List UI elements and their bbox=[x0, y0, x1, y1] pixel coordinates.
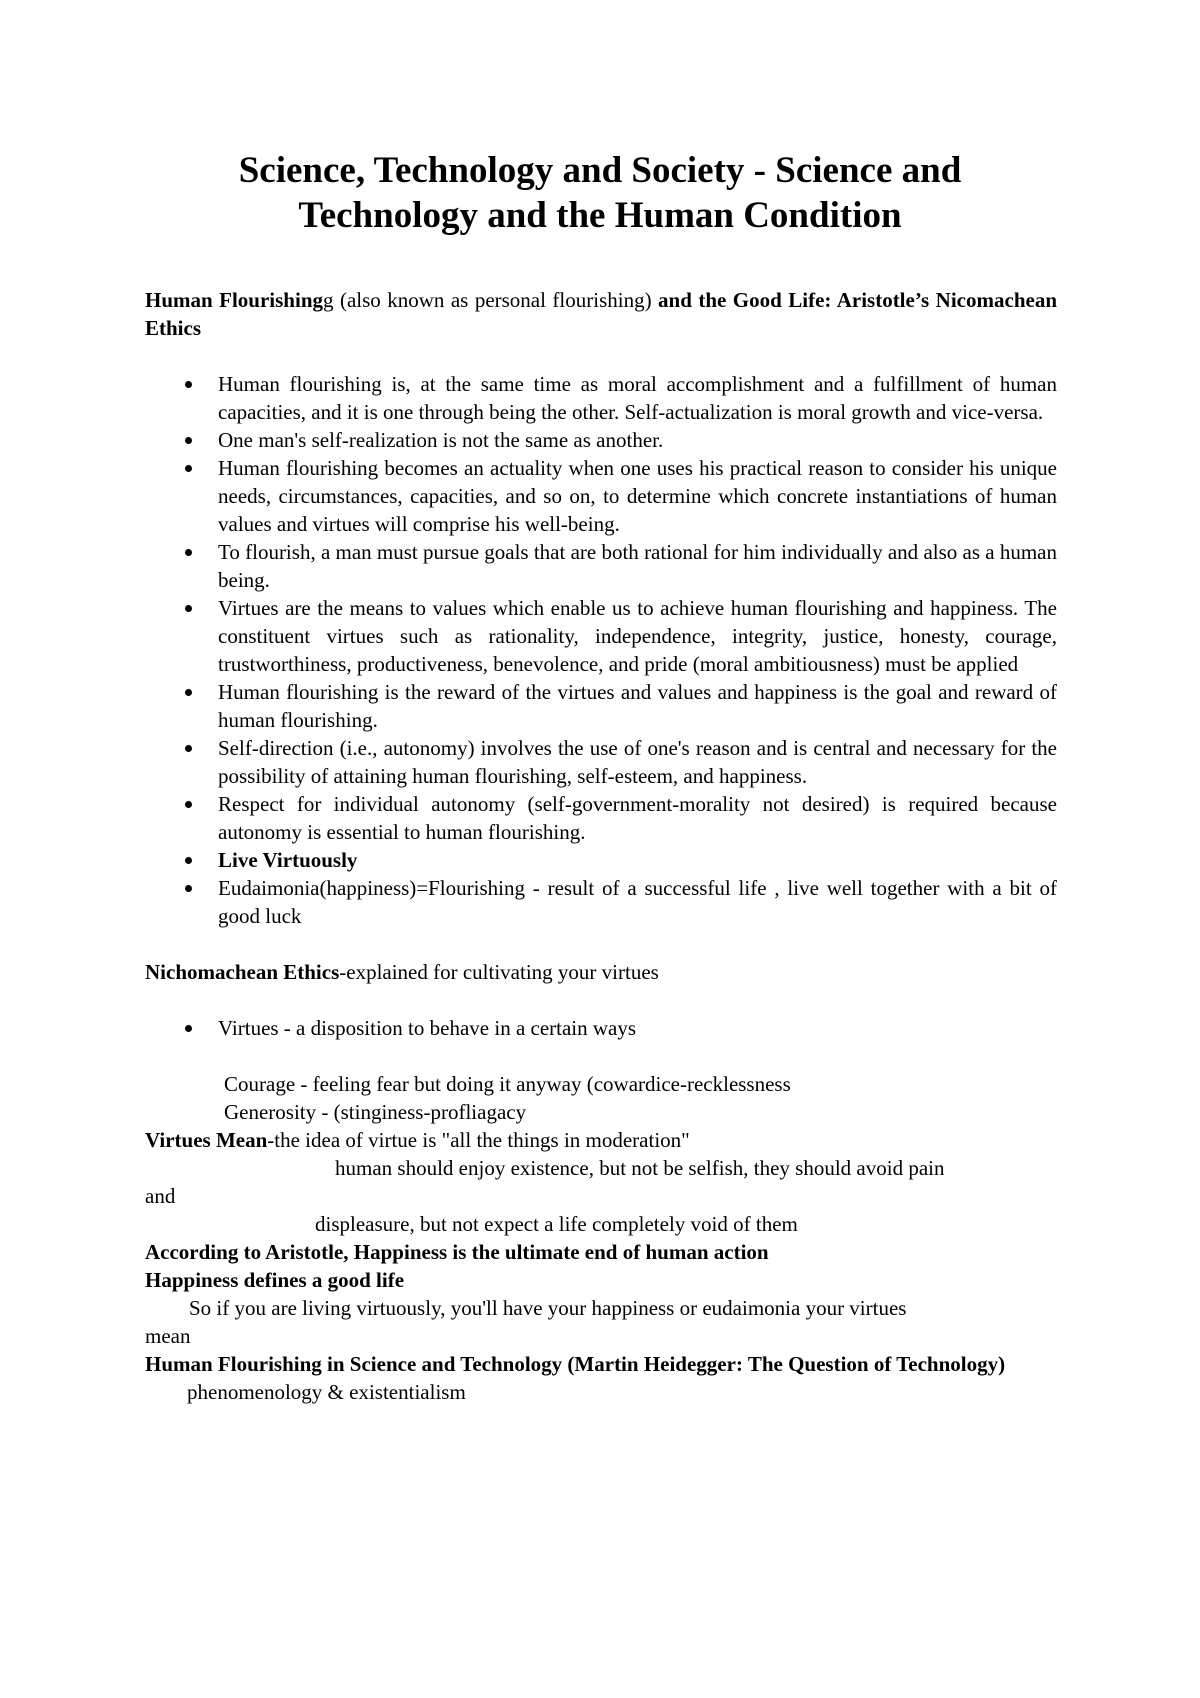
list-item bbox=[145, 538, 1057, 594]
courage-line: Courage - feeling fear but doing it anyway (cowardice-recklessness bbox=[224, 1072, 791, 1096]
list-item bbox=[145, 678, 1057, 734]
bullet-icon bbox=[185, 1025, 192, 1032]
flourishing-list bbox=[145, 370, 1057, 930]
list-item bbox=[145, 846, 1057, 874]
list-item-text: Respect for individual autonomy (self-government-morality not desired) is required because autonomy is essential to human flourishing. bbox=[218, 792, 1057, 844]
heading-bold-part: Nichomachean Ethics bbox=[145, 960, 340, 984]
so-if-line-2: mean bbox=[145, 1324, 191, 1348]
heading-bold-part: Human Flourishing bbox=[145, 288, 324, 312]
mean-line-4: displeasure, but not expect a life completely void of them bbox=[315, 1212, 798, 1236]
list-item bbox=[145, 594, 1057, 678]
list-item-text: Virtues are the means to values which enable us to achieve human flourishing and happiness. The constituent virtues such as rationality, independence, integrity, justice, honesty, courage, trustworthiness, productiveness, benevolence, and pride (moral ambitiousness) must be applied bbox=[218, 596, 1057, 676]
bullet-icon bbox=[185, 857, 192, 864]
list-item bbox=[145, 874, 1057, 930]
list-item bbox=[145, 790, 1057, 846]
bullet-icon bbox=[185, 745, 192, 752]
bullet-icon bbox=[185, 689, 192, 696]
list-item-text: Eudaimonia(happiness)=Flourishing - result of a successful life , live well together with a bit of good luck bbox=[218, 876, 1057, 928]
bullet-icon bbox=[185, 437, 192, 444]
generosity-line: Generosity - (stinginess-profliagacy bbox=[224, 1100, 527, 1124]
bullet-icon bbox=[185, 381, 192, 388]
mean-line-2: human should enjoy existence, but not be selfish, they should avoid pain bbox=[335, 1156, 945, 1180]
mean-line-3: and bbox=[145, 1184, 176, 1208]
bullet-icon bbox=[185, 801, 192, 808]
happiness-line: Happiness defines a good life bbox=[145, 1268, 405, 1292]
heading-normal-part: -explained for cultivating your virtues bbox=[339, 960, 659, 984]
list-item-text: Human flourishing is the reward of the virtues and values and happiness is the goal and reward of human flourishing. bbox=[218, 680, 1057, 732]
list-item-text: Human flourishing is, at the same time as moral accomplishment and a fulfillment of human capacities, and it is one through being the other. Self-actualization is moral growth and vice-versa. bbox=[218, 372, 1057, 424]
phenomenology-line: phenomenology & existentialism bbox=[187, 1380, 466, 1404]
list-item-text: Live Virtuously bbox=[218, 848, 358, 872]
list-item-text: Self-direction (i.e., autonomy) involves the use of one's reason and is central and necessary for the possibility of attaining human flourishing, self-esteem, and happiness. bbox=[218, 736, 1057, 788]
mean-normal-part: -the idea of virtue is "all the things in moderation" bbox=[267, 1128, 690, 1152]
virtues-mean-line bbox=[145, 1126, 1057, 1154]
bullet-icon bbox=[185, 549, 192, 556]
heading-normal-part: g (also known as personal flourishing) bbox=[323, 288, 659, 312]
bullet-icon bbox=[185, 885, 192, 892]
so-if-line-1: So if you are living virtuously, you'll have your happiness or eudaimonia your virtues bbox=[189, 1296, 907, 1320]
section-heading-flourishing bbox=[145, 286, 1057, 342]
list-item bbox=[145, 426, 1057, 454]
list-item bbox=[145, 454, 1057, 538]
mean-bold-part: Virtues Mean bbox=[145, 1128, 268, 1152]
list-item-text: Virtues - a disposition to behave in a certain ways bbox=[218, 1016, 637, 1040]
bullet-icon bbox=[185, 605, 192, 612]
virtues-list bbox=[145, 1014, 1057, 1042]
list-item bbox=[145, 1014, 1057, 1042]
document-body bbox=[145, 286, 1057, 1406]
list-item-text: To flourish, a man must pursue goals that are both rational for him individually and also as a human being. bbox=[218, 540, 1057, 592]
title-line-1: Science, Technology and Society - Science and bbox=[238, 150, 962, 191]
page-title bbox=[145, 148, 1055, 238]
bullet-icon bbox=[185, 465, 192, 472]
list-item bbox=[145, 734, 1057, 790]
section-heading-nichomachean bbox=[145, 958, 1057, 986]
heading-bold-part-2: and the Good Life: Aristotle’s Nicomachean Ethics bbox=[145, 288, 1057, 340]
list-item-text: One man's self-realization is not the same as another. bbox=[218, 428, 664, 452]
list-item-text: Human flourishing becomes an actuality when one uses his practical reason to consider his unique needs, circumstances, capacities, and so on, to determine which concrete instantiations of human values and virtues will comprise his well-being. bbox=[218, 456, 1057, 536]
list-item bbox=[145, 370, 1057, 426]
aristotle-line: According to Aristotle, Happiness is the ultimate end of human action bbox=[145, 1240, 769, 1264]
title-line-2: Technology and the Human Condition bbox=[298, 195, 902, 236]
section-heading-heidegger: Human Flourishing in Science and Technology (Martin Heidegger: The Question of Technology) bbox=[145, 1352, 1006, 1376]
